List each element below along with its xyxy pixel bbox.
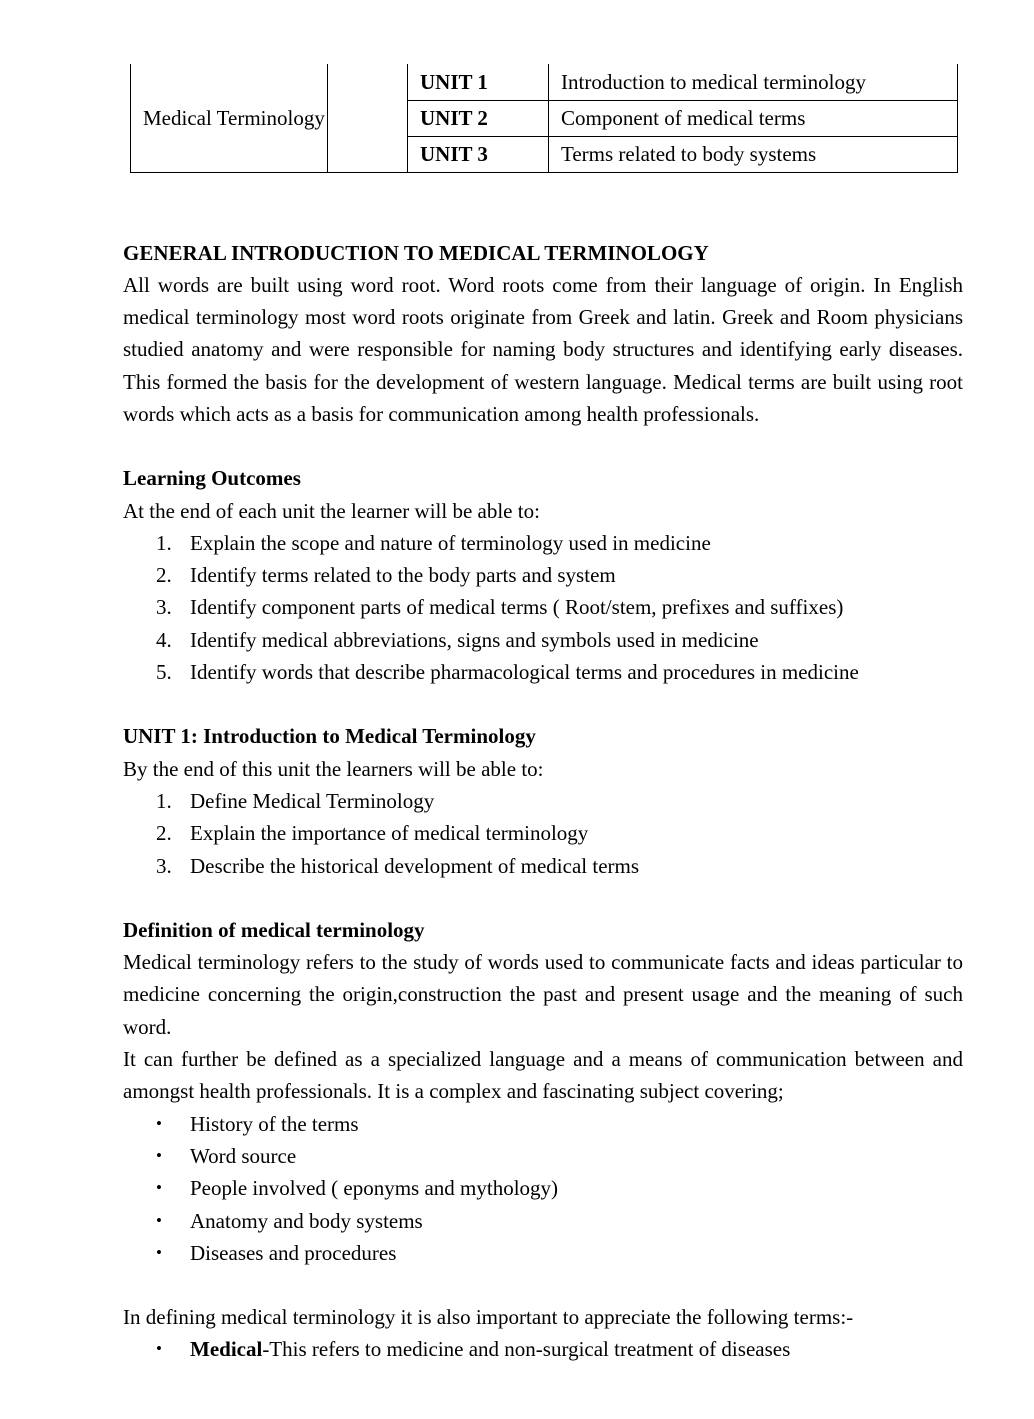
bullet-icon: • (156, 1113, 162, 1133)
list-number: 5. (156, 660, 172, 685)
list-item-text: Identify medical abbreviations, signs and symbols used in medicine (190, 627, 759, 652)
list-item-text: Describe the historical development of medical terms (190, 853, 640, 878)
bullet-icon: • (156, 1242, 162, 1262)
list-number: 4. (156, 627, 172, 652)
bullet-icon: • (156, 1145, 162, 1165)
bullet-icon: • (156, 1210, 162, 1230)
list-item (123, 817, 963, 849)
list-number: 2. (156, 821, 172, 846)
list-item-text: People involved ( eponyms and mythology) (190, 1176, 559, 1201)
unit-1-description-cell: Introduction to medical terminology (549, 64, 958, 100)
section-heading-unit-1: UNIT 1: Introduction to Medical Terminology (123, 724, 536, 749)
list-item-text: Explain the scope and nature of terminology used in medicine (190, 530, 711, 555)
list-item (123, 1108, 963, 1140)
list-item-text: Word source (190, 1143, 297, 1168)
table-row (131, 64, 958, 100)
general-introduction-paragraph: All words are built using word root. Word roots come from their language of origin. In English medical terminology most word roots originate from Greek and latin. Greek and Room physicians studied anatomy and were responsible for naming body structures and identifying early diseases. This formed the basis for the development of western language. Medical terms are built using root words which acts as a basis for communication among health professionals. (123, 272, 963, 426)
term-name: Medical (190, 1337, 263, 1362)
section-heading-general-introduction: GENERAL INTRODUCTION TO MEDICAL TERMINOLOGY (123, 240, 709, 265)
defining-terms-section (123, 1301, 963, 1366)
unit-2-label-cell: UNIT 2 (408, 100, 549, 136)
empty-cell (328, 64, 408, 172)
unit-3-description-cell: Terms related to body systems (549, 136, 958, 172)
list-item-text: Define Medical Terminology (190, 788, 435, 813)
list-item (123, 1333, 963, 1365)
course-title: Medical Terminology (143, 105, 325, 130)
learning-outcomes-intro: At the end of each unit the learner will be able to: (123, 498, 540, 523)
definition-paragraph-1: Medical terminology refers to the study of words used to communicate facts and ideas particular to medicine concerning the origin,construction the past and present usage and the meaning of such word. (123, 950, 963, 1039)
course-title-cell (131, 64, 328, 172)
list-number: 3. (156, 853, 172, 878)
list-item-text: Identify component parts of medical terms ( Root/stem, prefixes and suffixes) (190, 595, 844, 620)
unit-1-intro: By the end of this unit the learners will be able to: (123, 756, 544, 781)
definition-paragraph-2: It can further be defined as a specialized language and a means of communication between and amongst health professionals. It is a complex and fascinating subject covering; (123, 1047, 963, 1104)
learning-outcomes-section (123, 462, 963, 688)
list-item (123, 1140, 963, 1172)
bullet-icon: • (156, 1178, 162, 1198)
list-number: 1. (156, 788, 172, 813)
list-item (123, 1237, 963, 1269)
defining-terms-list (123, 1333, 963, 1365)
list-number: 2. (156, 563, 172, 588)
unit-1-section (123, 720, 963, 881)
list-item (123, 850, 963, 882)
list-item-text: Anatomy and body systems (190, 1208, 423, 1233)
list-item (123, 559, 963, 591)
list-item (123, 624, 963, 656)
defining-terms-intro: In defining medical terminology it is also important to appreciate the following terms:- (123, 1305, 854, 1330)
term-definition: -This refers to medicine and non-surgical treatment of diseases (262, 1337, 791, 1362)
list-item (123, 1172, 963, 1204)
list-number: 3. (156, 595, 172, 620)
bullet-icon: • (156, 1339, 162, 1359)
list-item (123, 591, 963, 623)
list-item (123, 656, 963, 688)
definition-topics-list (123, 1108, 963, 1269)
list-item-text: Identify words that describe pharmacological terms and procedures in medicine (190, 660, 859, 685)
section-heading-learning-outcomes: Learning Outcomes (123, 466, 301, 491)
list-item-text: Diseases and procedures (190, 1240, 397, 1265)
list-item-text: Identify terms related to the body parts and system (190, 563, 616, 588)
list-item (123, 1205, 963, 1237)
course-units-table (130, 64, 958, 173)
list-item-text: History of the terms (190, 1111, 359, 1136)
list-item (123, 785, 963, 817)
list-number: 1. (156, 530, 172, 555)
list-item-text: Explain the importance of medical terminology (190, 821, 589, 846)
unit-2-description-cell: Component of medical terms (549, 100, 958, 136)
unit-1-objectives-list (123, 785, 963, 882)
definition-section (123, 914, 963, 1269)
unit-3-label-cell: UNIT 3 (408, 136, 549, 172)
section-heading-definition: Definition of medical terminology (123, 917, 425, 942)
document-body (123, 237, 963, 1366)
list-item (123, 527, 963, 559)
learning-outcomes-list (123, 527, 963, 688)
unit-1-label-cell: UNIT 1 (408, 64, 549, 100)
